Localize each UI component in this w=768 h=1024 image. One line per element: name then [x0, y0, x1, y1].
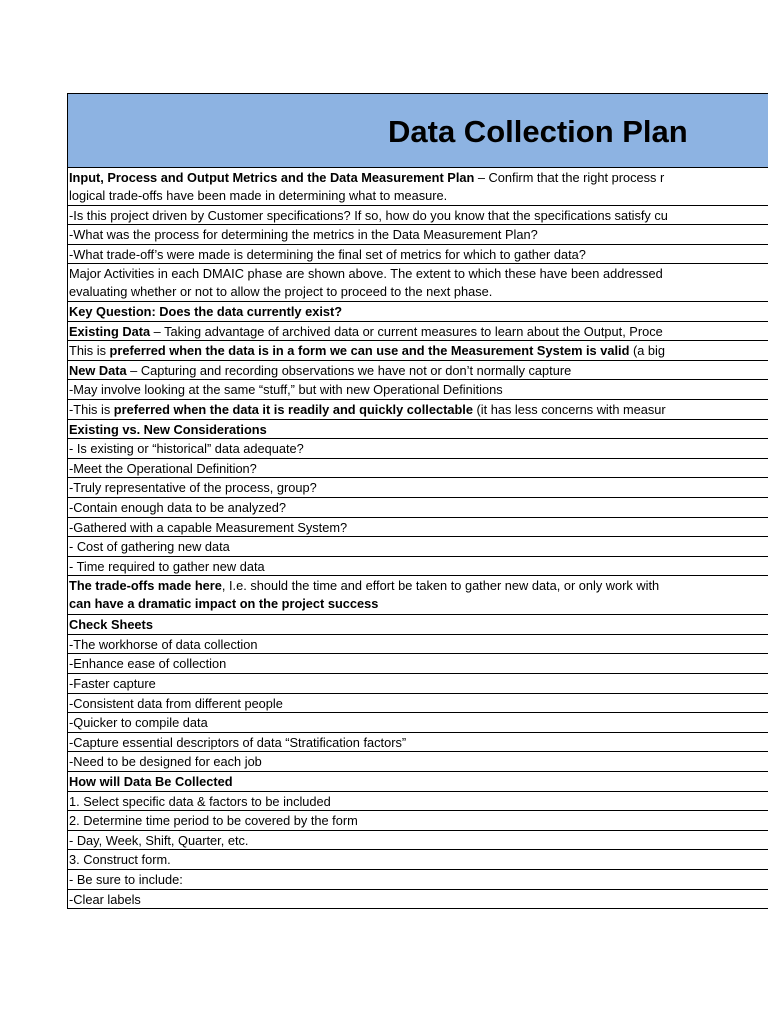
- table-row[interactable]: -Quicker to compile data: [68, 713, 768, 733]
- row-text: – Confirm that the right process r: [474, 170, 665, 185]
- table-row[interactable]: [68, 361, 768, 381]
- row-emphasis: preferred when the data is in a form we can use and the Measurement System is valid: [109, 343, 630, 359]
- table-row[interactable]: -Truly representative of the process, group?: [68, 478, 768, 498]
- table-row[interactable]: How will Data Be Collected: [68, 772, 768, 792]
- table-row[interactable]: -Meet the Operational Definition?: [68, 459, 768, 479]
- row-text: This is: [69, 343, 110, 359]
- row-text: -This is: [69, 401, 114, 417]
- row-line-2: logical trade-offs have been made in determining what to measure.: [69, 187, 448, 203]
- row-text: – Capturing and recording observations we have not or don’t normally capture: [126, 362, 572, 378]
- row-text: (a big: [629, 343, 665, 359]
- table-row[interactable]: Key Question: Does the data currently exist?: [68, 302, 768, 322]
- content-rows: [67, 168, 768, 909]
- row-line: [69, 577, 768, 595]
- spreadsheet: [67, 93, 768, 909]
- row-text: (it has less concerns with measur: [472, 401, 666, 417]
- table-row[interactable]: -Faster capture: [68, 674, 768, 694]
- row-emphasis: preferred when the data it is readily and quickly collectable: [113, 401, 473, 417]
- row-text: – Taking advantage of archived data or current measures to learn about the Output, Proce: [150, 323, 663, 339]
- table-row[interactable]: -The workhorse of data collection: [68, 635, 768, 655]
- table-row[interactable]: Existing vs. New Considerations: [68, 420, 768, 440]
- table-row[interactable]: -Clear labels: [68, 890, 768, 910]
- table-row[interactable]: - Cost of gathering new data: [68, 537, 768, 557]
- row-line: Major Activities in each DMAIC phase are shown above. The extent to which these have been addressed: [69, 266, 663, 282]
- table-row[interactable]: -Need to be designed for each job: [68, 752, 768, 772]
- table-row[interactable]: - Is existing or “historical” data adequate?: [68, 439, 768, 459]
- table-row[interactable]: - Time required to gather new data: [68, 557, 768, 577]
- row-heading: Existing Data: [69, 323, 151, 339]
- row-heading: New Data: [69, 362, 127, 378]
- table-row[interactable]: -What trade-off’s were made is determining the final set of metrics for which to gather data?: [68, 245, 768, 265]
- table-row[interactable]: -What was the process for determining the metrics in the Data Measurement Plan?: [68, 225, 768, 245]
- table-row[interactable]: 2. Determine time period to be covered by the form: [68, 811, 768, 831]
- table-row[interactable]: -May involve looking at the same “stuff,” but with new Operational Definitions: [68, 380, 768, 400]
- row-text: , I.e. should the time and effort be taken to gather new data, or only work with: [221, 578, 660, 594]
- row-line-2: can have a dramatic impact on the project success: [69, 595, 379, 611]
- table-row[interactable]: Check Sheets: [68, 615, 768, 635]
- table-row[interactable]: -Consistent data from different people: [68, 694, 768, 714]
- table-row[interactable]: [68, 341, 768, 361]
- table-row[interactable]: [68, 576, 768, 615]
- table-row[interactable]: [68, 264, 768, 302]
- table-row[interactable]: 3. Construct form.: [68, 850, 768, 870]
- table-row[interactable]: -Contain enough data to be analyzed?: [68, 498, 768, 518]
- table-row[interactable]: -Enhance ease of collection: [68, 654, 768, 674]
- row-line: [69, 169, 768, 187]
- table-row[interactable]: -Capture essential descriptors of data “Stratification factors”: [68, 733, 768, 753]
- table-row[interactable]: - Be sure to include:: [68, 870, 768, 890]
- row-heading: The trade-offs made here: [69, 578, 222, 594]
- table-row[interactable]: -Is this project driven by Customer specifications? If so, how do you know that the specifications satisfy cu: [68, 206, 768, 226]
- table-row[interactable]: [68, 322, 768, 342]
- table-row[interactable]: 1. Select specific data & factors to be included: [68, 792, 768, 812]
- row-heading: Input, Process and Output Metrics and the Data Measurement Plan: [69, 170, 475, 185]
- row-line-2: evaluating whether or not to allow the project to proceed to the next phase.: [69, 283, 493, 299]
- table-row[interactable]: [68, 400, 768, 420]
- page-title: Data Collection Plan: [388, 114, 688, 149]
- table-row[interactable]: -Gathered with a capable Measurement System?: [68, 518, 768, 538]
- table-row[interactable]: [68, 168, 768, 206]
- title-band: [67, 93, 768, 168]
- table-row[interactable]: - Day, Week, Shift, Quarter, etc.: [68, 831, 768, 851]
